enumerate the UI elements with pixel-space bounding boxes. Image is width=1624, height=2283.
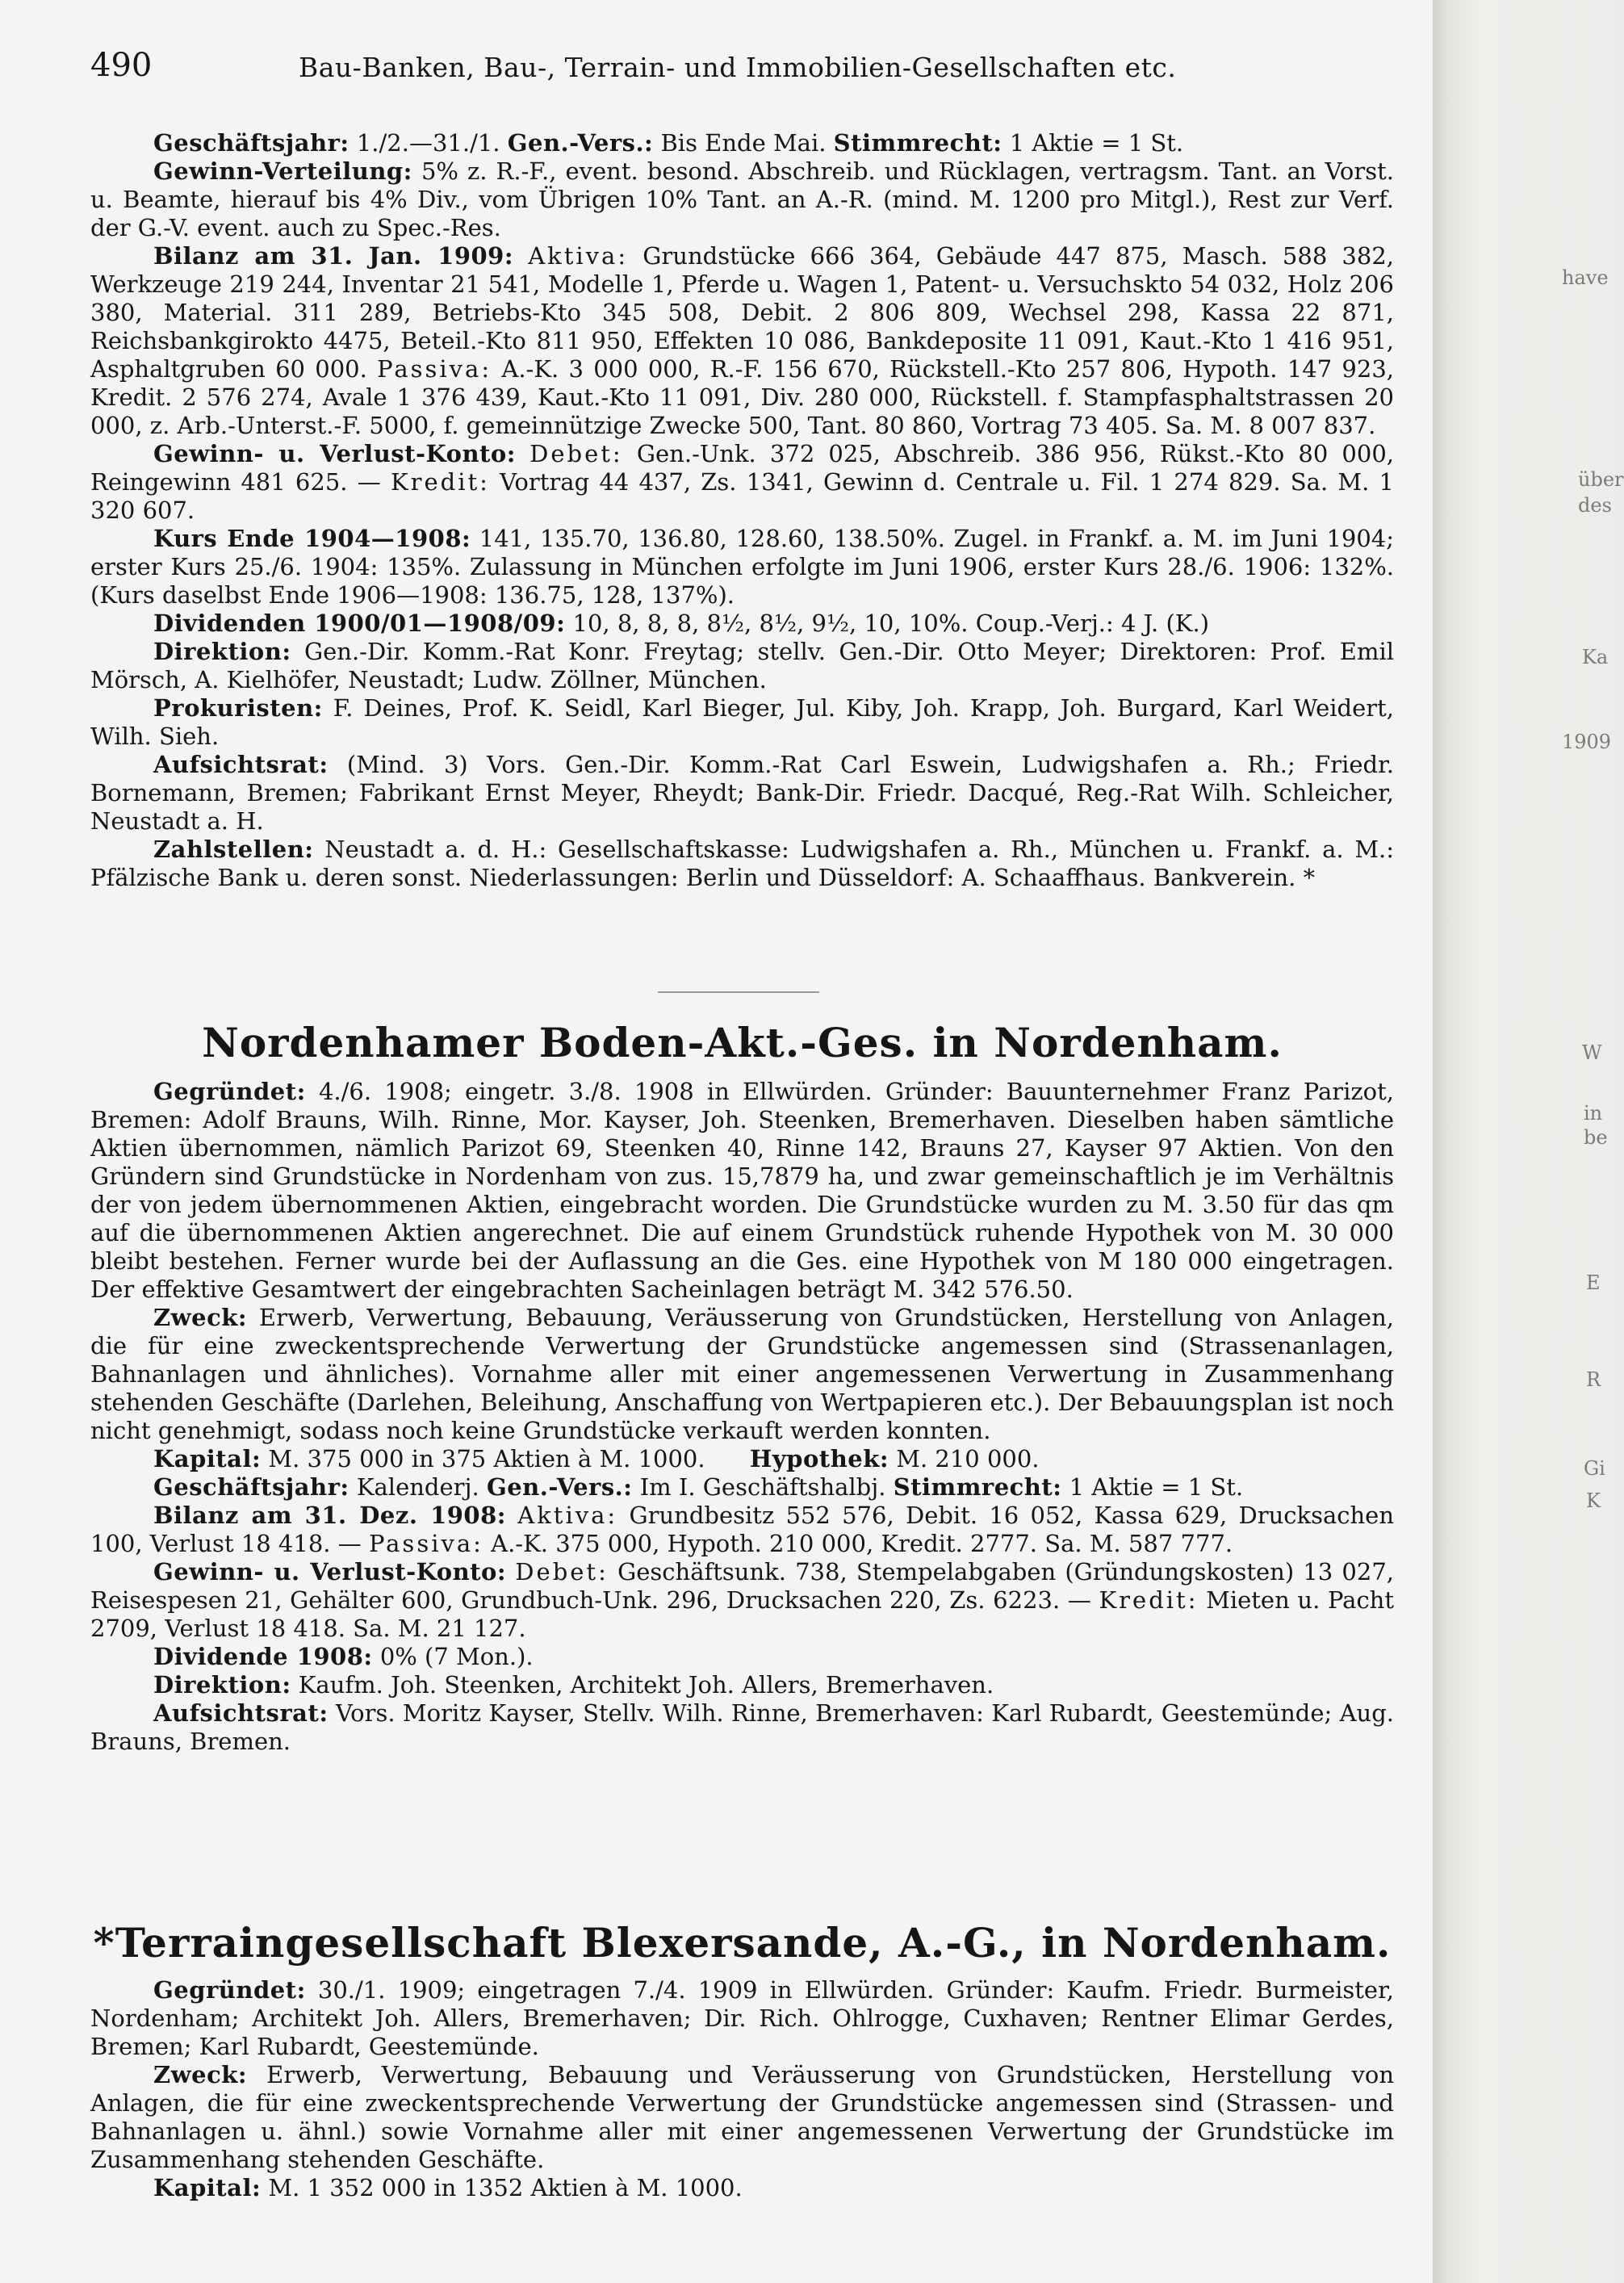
- company-entry-continued: [90, 129, 1394, 892]
- margin-fragment: have: [1562, 266, 1609, 289]
- field-value: Bis Ende Mai.: [660, 129, 827, 157]
- passiva-label: Passiva:: [368, 1530, 483, 1557]
- margin-fragment: über: [1578, 468, 1624, 491]
- kredit-value: Mieten u. Pacht 2709, Verlust 18 418. Sa. M. 21 127.: [90, 1586, 1395, 1642]
- debet-value: Geschäftsunk. 738, Stempelabgaben (Gründungskosten) 13 027, Reisespesen 21, Gehälter 600, Grundbuch-Unk. 296, Drucksachen 220, Zs. 6223. —: [90, 1558, 1395, 1614]
- field-label: Stimmrecht:: [893, 1473, 1062, 1501]
- company-entry: [90, 1976, 1394, 2202]
- field-label: Zweck:: [153, 1304, 248, 1331]
- entry-zweck: [90, 1304, 1394, 1445]
- entry-dividende: [90, 1643, 1394, 1671]
- field-label: Direktion:: [153, 1671, 291, 1699]
- kredit-value: Vortrag 44 437, Zs. 1341, Gewinn d. Centrale u. Fil. 1 274 829. Sa. M. 1 320 607.: [90, 468, 1394, 524]
- page-number: 490: [90, 47, 153, 84]
- company-title: Nordenhamer Boden-Akt.-Ges. in Nordenham.: [202, 1019, 1283, 1066]
- margin-fragment: Ka: [1582, 646, 1609, 668]
- field-value: 141, 135.70, 136.80, 128.60, 138.50%. Zugel. in Frankf. a. M. im Juni 1904; erster Kurs 25./6. 1904: 135%. Zulassung in München erfolgte im Juni 1906, erster Kurs 28./6. 1906: 132%. (Kurs daselbst Ende 1906—1908: 136.75, 128, 137%).: [90, 525, 1395, 609]
- entry-geschaeftsjahr-line: [90, 129, 1394, 157]
- kredit-label: Kredit:: [1099, 1586, 1199, 1614]
- section-divider: [658, 991, 819, 993]
- entry-kurs: [90, 525, 1394, 609]
- aktiva-label: Aktiva:: [528, 242, 629, 270]
- field-label: Kapital:: [153, 1445, 262, 1472]
- field-label: Gegründet:: [153, 1976, 306, 2004]
- field-label: Gewinn- u. Verlust-Konto:: [153, 1558, 507, 1586]
- entry-gegruendet: [90, 1976, 1394, 2061]
- entry-dividenden: [90, 609, 1394, 638]
- entry-gewinn-verteilung: [90, 157, 1394, 242]
- passiva-value: A.-K. 375 000, Hypoth. 210 000, Kredit. 2777. Sa. M. 587 777.: [491, 1530, 1233, 1557]
- company-entry: [90, 1078, 1394, 1756]
- field-label: Direktion:: [153, 638, 291, 665]
- margin-fragment: W: [1582, 1041, 1602, 1064]
- passiva-value: A.-K. 3 000 000, R.-F. 156 670, Rückstell.-Kto 257 806, Hypoth. 147 923, Kredit. 2 576 274, Avale 1 376 439, Kaut.-Kto 11 091, Div. 280 000, Rückstell. f. Stampfasphaltstrassen 20 000, z. Arb.-Unterst.-F. 5000, f. gemeinnützige Zwecke 500, Tant. 80 860, Vortrag 73 405. Sa. M. 8 007 837.: [90, 355, 1394, 439]
- field-label: Kurs Ende 1904—1908:: [153, 525, 471, 552]
- entry-zahlstellen: [90, 836, 1394, 892]
- margin-fragment: Gi: [1584, 1457, 1605, 1480]
- entry-zweck: [90, 2061, 1394, 2174]
- field-label: Geschäftsjahr:: [153, 1473, 349, 1501]
- field-value: Erwerb, Verwertung, Bebauung und Veräusserung von Grundstücken, Herstellung von Anlagen, die für eine zweckentsprechende Verwertung der Grundstücke angemessen sind (Strassen- und Bahnanlagen u. ähnl.) sowie Vornahme aller mit einer angemessenen Verwertung der Grundstücke im Zusammenhang stehenden Geschäfte.: [90, 2061, 1394, 2173]
- field-label: Prokuristen:: [153, 694, 323, 722]
- aktiva-value: Grundstücke 666 364, Gebäude 447 875, Masch. 588 382, Werkzeuge 219 244, Inventar 21 541, Modelle 1, Pferde u. Wagen 1, Patent- u. Versuchskto 54 032, Holz 206 380, Material. 311 289, Betriebs-Kto 345 508, Debit. 2 806 809, Wechsel 298, Kassa 22 871, Reichsbankgirokto 4475, Beteil.-Kto 811 950, Effekten 10 086, Bankdeposite 11 091, Kaut.-Kto 1 416 951, Asphaltgruben 60 000.: [90, 242, 1394, 383]
- entry-gewinn-verlust: [90, 440, 1394, 525]
- field-value: 1 Aktie = 1 St.: [1009, 129, 1184, 157]
- field-value: (Mind. 3) Vors. Gen.-Dir. Komm.-Rat Carl Eswein, Ludwigshafen a. Rh.; Friedr. Bornemann, Bremen; Fabrikant Ernst Meyer, Rheydt; Bank-Dir. Friedr. Dacqué, Reg.-Rat Wilh. Schleicher, Neustadt a. H.: [90, 751, 1395, 835]
- page-header: [90, 47, 1430, 95]
- entry-aufsichtsrat: [90, 751, 1394, 836]
- field-value: Im I. Geschäftshalbj.: [639, 1473, 886, 1501]
- kredit-label: Kredit:: [390, 468, 490, 496]
- debet-label: Debet:: [515, 1558, 609, 1586]
- field-value: Kaufm. Joh. Steenken, Architekt Joh. Allers, Bremerhaven.: [298, 1671, 994, 1699]
- entry-gewinn-verlust: [90, 1558, 1394, 1643]
- field-label: Aufsichtsrat:: [153, 1699, 329, 1727]
- entry-prokuristen: [90, 694, 1394, 751]
- field-label: Hypothek:: [749, 1445, 889, 1472]
- field-label: Gen.-Vers.:: [486, 1473, 633, 1501]
- field-value: 0% (7 Mon.).: [379, 1643, 534, 1670]
- aktiva-value: Grundbesitz 552 576, Debit. 16 052, Kassa 629, Drucksachen 100, Verlust 18 418. —: [90, 1502, 1395, 1557]
- field-label: Gewinn-Verteilung:: [153, 157, 412, 185]
- passiva-label: Passiva:: [377, 355, 492, 383]
- field-label: Stimmrecht:: [833, 129, 1002, 157]
- field-label: Bilanz am 31. Dez. 1908:: [153, 1502, 506, 1529]
- field-value: 10, 8, 8, 8, 8½, 8½, 9½, 10, 10%. Coup.-Verj.: 4 J. (K.): [572, 609, 1210, 637]
- entry-kapital-line: [90, 1445, 1394, 1473]
- aktiva-label: Aktiva:: [517, 1502, 618, 1529]
- margin-fragment: be: [1584, 1126, 1608, 1149]
- field-value: M. 1 352 000 in 1352 Aktien à M. 1000.: [268, 2174, 743, 2201]
- field-label: Zahlstellen:: [153, 836, 314, 863]
- entry-aufsichtsrat: [90, 1699, 1394, 1756]
- field-value: Vors. Moritz Kayser, Stellv. Wilh. Rinne, Bremerhaven: Karl Rubardt, Geestemünde; Aug. Brauns, Bremen.: [90, 1699, 1394, 1755]
- field-value: 5% z. R.-F., event. besond. Abschreib. und Rücklagen, vertragsm. Tant. an Vorst. u. Beamte, hierauf bis 4% Div., vom Übrigen 10% Tant. an A.-R. (mind. M. 1200 pro Mitgl.), Rest zur Verf. der G.-V. event. auch zu Spec.-Res.: [90, 157, 1394, 241]
- field-value: M. 375 000 in 375 Aktien à M. 1000.: [268, 1445, 705, 1472]
- entry-gegruendet: [90, 1078, 1394, 1304]
- field-label: Dividenden 1900/01—1908/09:: [153, 609, 566, 637]
- field-value: 30./1. 1909; eingetragen 7./4. 1909 in Ellwürden. Gründer: Kaufm. Friedr. Burmeister, Nordenham; Architekt Joh. Allers, Bremerhaven; Dir. Rich. Ohlrogge, Cuxhaven; Rentner Elimar Gerdes, Bremen; Karl Rubardt, Geestemünde.: [90, 1976, 1394, 2060]
- margin-fragment: in: [1584, 1102, 1603, 1125]
- field-value: 4./6. 1908; eingetr. 3./8. 1908 in Ellwürden. Gründer: Bauunternehmer Franz Parizot, Bremen: Adolf Brauns, Wilh. Rinne, Mor. Kayser, Joh. Steenken, Bremerhaven. Dieselben haben sämtliche Aktien übernommen, nämlich Parizot 69, Steenken 40, Rinne 142, Brauns 27, Kayser 97 Aktien. Von den Gründern sind Grundstücke in Nordenham von zus. 15,7879 ha, und zwar gemeinschaftlich je im Verhältnis der von jedem übernommenen Aktien, eingebracht worden. Die Grundstücke wurden zu M. 3.50 für das qm auf die übernommenen Aktien angerechnet. Die auf einem Grundstück ruhende Hypothek von M. 30 000 bleibt bestehen. Ferner wurde bei der Auflassung an die Ges. eine Hypothek von M 180 000 eingetragen. Der effektive Gesamtwert der eingebrachten Sacheinlagen beträgt M. 342 576.50.: [90, 1078, 1394, 1303]
- field-value: Gen.-Dir. Komm.-Rat Konr. Freytag; stellv. Gen.-Dir. Otto Meyer; Direktoren: Prof. Emil Mörsch, A. Kielhöfer, Neustadt; Ludw. Zöllner, München.: [90, 638, 1395, 693]
- entry-kapital: [90, 2174, 1394, 2202]
- field-label: Gegründet:: [153, 1078, 306, 1105]
- field-label: Bilanz am 31. Jan. 1909:: [153, 242, 514, 270]
- field-label: Gewinn- u. Verlust-Konto:: [153, 440, 516, 467]
- field-label: Aufsichtsrat:: [153, 751, 329, 778]
- field-value: F. Deines, Prof. K. Seidl, Karl Bieger, Jul. Kiby, Joh. Krapp, Joh. Burgard, Karl Weidert, Wilh. Sieh.: [90, 694, 1395, 750]
- margin-fragment: K: [1586, 1489, 1601, 1512]
- field-label: Dividende 1908:: [153, 1643, 373, 1670]
- debet-label: Debet:: [529, 440, 623, 467]
- running-head: Bau-Banken, Bau-, Terrain- und Immobilien-Gesellschaften etc.: [299, 52, 1177, 83]
- field-value: 1./2.—31./1.: [356, 129, 500, 157]
- field-value: M. 210 000.: [896, 1445, 1040, 1472]
- field-label: Zweck:: [153, 2061, 248, 2088]
- entry-bilanz: [90, 242, 1394, 440]
- company-title: *Terraingesellschaft Blexersande, A.-G., in Nordenham.: [93, 1919, 1392, 1967]
- entry-direktion: [90, 1671, 1394, 1699]
- margin-fragment: E: [1586, 1271, 1601, 1294]
- field-value: Kalenderj.: [356, 1473, 479, 1501]
- entry-bilanz: [90, 1502, 1394, 1558]
- entry-direktion: [90, 638, 1394, 694]
- field-value: Neustadt a. d. H.: Gesellschaftskasse: Ludwigshafen a. Rh., München u. Frankf. a. M.: Pfälzische Bank u. deren sonst. Niederlassungen: Berlin und Düsseldorf: A. Schaaffhaus. Bankverein. *: [90, 836, 1394, 891]
- debet-value: Gen.-Unk. 372 025, Abschreib. 386 956, Rükst.-Kto 80 000, Reingewinn 481 625. —: [90, 440, 1394, 496]
- margin-fragment: 1909: [1562, 731, 1612, 753]
- field-label: Gen.-Vers.:: [507, 129, 654, 157]
- entry-geschaeftsjahr-line: [90, 1473, 1394, 1502]
- field-label: Geschäftsjahr:: [153, 129, 349, 157]
- field-value: 1 Aktie = 1 St.: [1069, 1473, 1244, 1501]
- field-value: Erwerb, Verwertung, Bebauung, Veräusserung von Grundstücken, Herstellung von Anlagen, die für eine zweckentsprechende Verwertung der Grundstücke angemessen sind (Strassenanlagen, Bahnanlagen und ähnliches). Vornahme aller mit einer angemessenen Verwertung in Zusammenhang stehenden Geschäfte (Darlehen, Beleihung, Anschaffung von Wertpapieren etc.). Der Bebauungsplan ist noch nicht genehmigt, sodass noch keine Grundstücke verkauft werden konnten.: [90, 1304, 1394, 1444]
- field-label: Kapital:: [153, 2174, 262, 2201]
- margin-fragment: R: [1586, 1368, 1601, 1391]
- margin-fragment: des: [1578, 494, 1612, 517]
